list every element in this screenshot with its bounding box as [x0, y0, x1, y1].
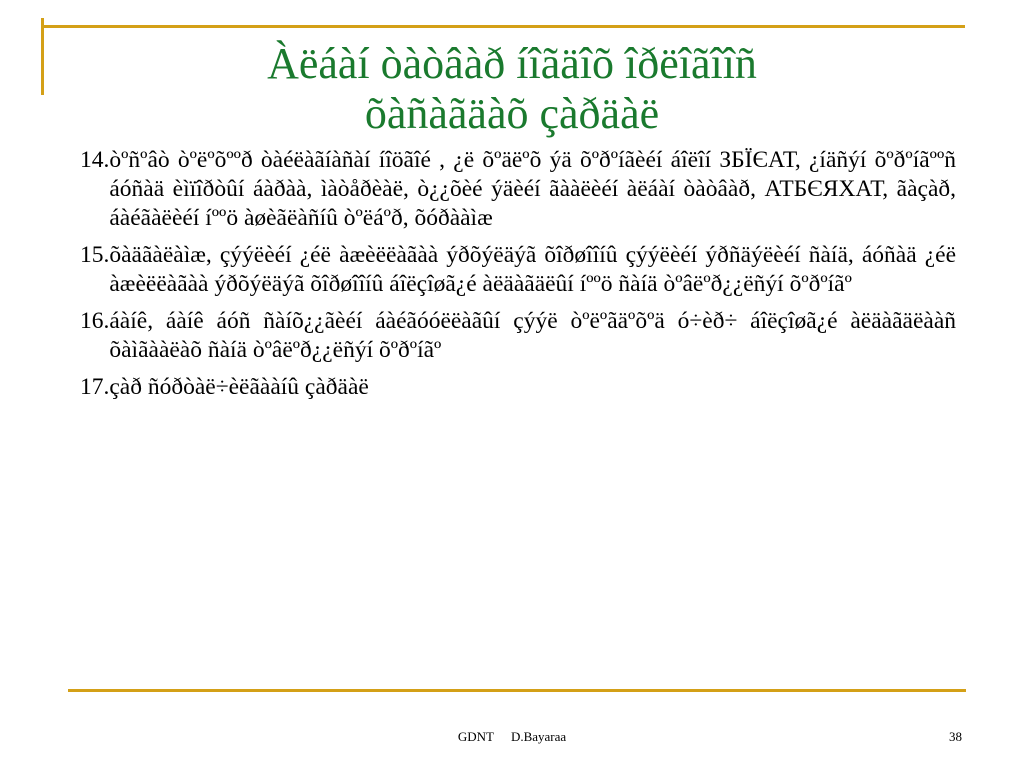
list-item-number: 15.: [80, 242, 110, 268]
list-item: [80, 307, 956, 365]
list-item-text: çàð ñóðòàë÷èëãààíû çàðäàë: [109, 374, 369, 400]
list-item: [80, 146, 956, 233]
list-item-number: 17.: [80, 374, 110, 400]
list-item-text: òºñºâò òºëºõººð òàéëàãíàñàí íîöãîé , ¿ë õºäëºõ ýä õºðºíãèéí áîëîí ЗБЇЄАТ, ¿íäñýí õºðºíãººñ áóñàä èìïîðòûí áàðàà, ìàòåðèàë, ò¿¿õèé ýäèéí ãààëèéí àëáàí òàòâàð, АТБЄЯХАТ, ãàçàð, áàéãàëèéí íººö àøèãëàñíû òºëáºð, õóðààìæ: [109, 147, 956, 231]
list-item: [80, 373, 956, 402]
slide-frame-bottom-line: [68, 689, 966, 692]
list-item-number: 16.: [80, 308, 110, 334]
list-item-text: õàäãàëàìæ, çýýëèéí ¿éë àæèëëàãàà ýðõýëäýã õîðøîîíû çýýëèéí ýðñäýëèéí ñàíä, áóñàä ¿éë àæèëëàãàà ýðõýëäýã õîðøîîíû áîëçîøã¿é àëäàãäëûí íººö ñàíä òºâëºð¿¿ëñýí õºðºíãº: [109, 242, 956, 297]
slide-item-list: [80, 146, 956, 410]
footer-left-text: GDNT: [457, 729, 494, 744]
slide-frame-top-line: [41, 25, 965, 28]
list-item: [80, 241, 956, 299]
list-item-text: áàíê, áàíê áóñ ñàíõ¿¿ãèéí áàéãóóëëàãûí çýýë òºëºãäºõºä ó÷èð÷ áîëçîøã¿é àëäàãäëààñ õàìãààëàõ ñàíä òºâëºð¿¿ëñýí õºðºíãº: [109, 308, 956, 363]
slide-footer: [0, 729, 1024, 745]
footer-author: D.Bayaraa: [510, 729, 567, 744]
slide-frame-vertical-line: [41, 18, 44, 95]
page-number: 38: [949, 729, 962, 744]
slide-title-line: õàñàãäàõ çàðäàë: [364, 89, 660, 139]
slide-title-line: Àëáàí òàòâàð íîãäîõ îðëîãîîñ: [267, 39, 757, 89]
slide-title: [60, 39, 964, 139]
list-item-number: 14.: [80, 147, 110, 173]
